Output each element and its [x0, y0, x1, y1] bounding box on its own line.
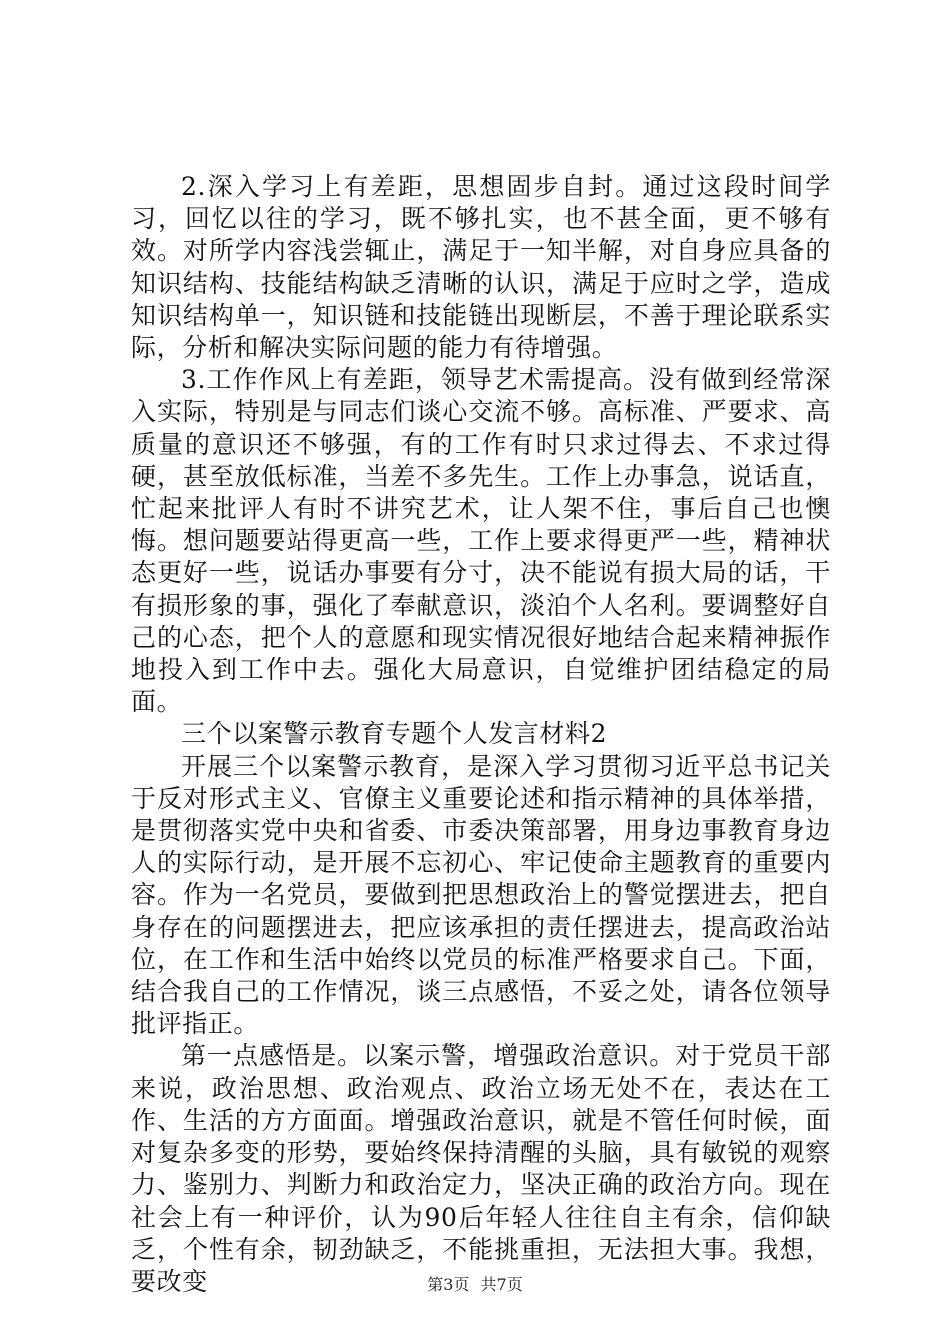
- paragraph-point-2: 2.深入学习上有差距，思想固步自封。通过这段时间学习，回忆以往的学习，既不够扎实，也不甚全面，更不够有效。对所学内容浅尝辄止，满足于一知半解，对自身应具备的知识结构、技能结构缺乏清晰的认识，满足于应时之学，造成知识结构单一，知识链和技能链出现断层，不善于理论联系实际，分析和解决实际问题的能力有待增强。: [131, 172, 831, 363]
- page-total: 共7页: [480, 1275, 523, 1294]
- page-footer: [0, 1275, 950, 1295]
- section-heading: 三个以案警示教育专题个人发言材料2: [181, 719, 608, 749]
- paragraph-intro: 开展三个以案警示教育，是深入学习贯彻习近平总书记关于反对形式主义、官僚主义重要论述和指示精神的具体举措，是贯彻落实党中央和省委、市委决策部署，用身边事教育身边人的实际行动，是开展不忘初心、牢记使命主题教育的重要内容。作为一名党员，要做到把思想政治上的警觉摆进去，把自身存在的问题摆进去，把应该承担的责任摆进去，提高政治站位，在工作和生活中始终以党员的标准严格要求自己。下面，结合我自己的工作情况，谈三点感悟，不妥之处，请各位领导批评指正。: [131, 751, 831, 1039]
- document-body: [131, 171, 831, 1298]
- page-number: 第3页: [427, 1275, 470, 1294]
- paragraph-point-3: 3.工作作风上有差距，领导艺术需提高。没有做到经常深入实际，特别是与同志们谈心交流不够。高标准、严要求、高质量的意识还不够强，有的工作有时只求过得去、不求过得硬，甚至放低标准，当差不多先生。工作上办事急，说话直，忙起来批评人有时不讲究艺术，让人架不住，事后自己也懊悔。想问题要站得更高一些，工作上要求得更严一些，精神状态更好一些，说话办事要有分寸，决不能说有损大局的话，干有损形象的事，强化了奉献意识，淡泊个人名利。要调整好自己的心态，把个人的意愿和现实情况很好地结合起来精神振作地投入到工作中去。强化大局意识，自觉维护团结稳定的局面。: [131, 365, 831, 717]
- paragraph-insight-1: 第一点感悟是。以案示警，增强政治意识。对于党员干部来说，政治思想、政治观点、政治立场无处不在，表达在工作、生活的方方面面。增强政治意识，就是不管任何时候，面对复杂多变的形势，要始终保持清醒的头脑，具有敏锐的观察力、鉴别力、判断力和政治定力，坚决正确的政治方向。现在社会上有一种评价，认为90后年轻人往往自主有余，信仰缺乏，个性有余，韧劲缺乏，不能挑重担，无法担大事。我想，要改变: [131, 1041, 831, 1296]
